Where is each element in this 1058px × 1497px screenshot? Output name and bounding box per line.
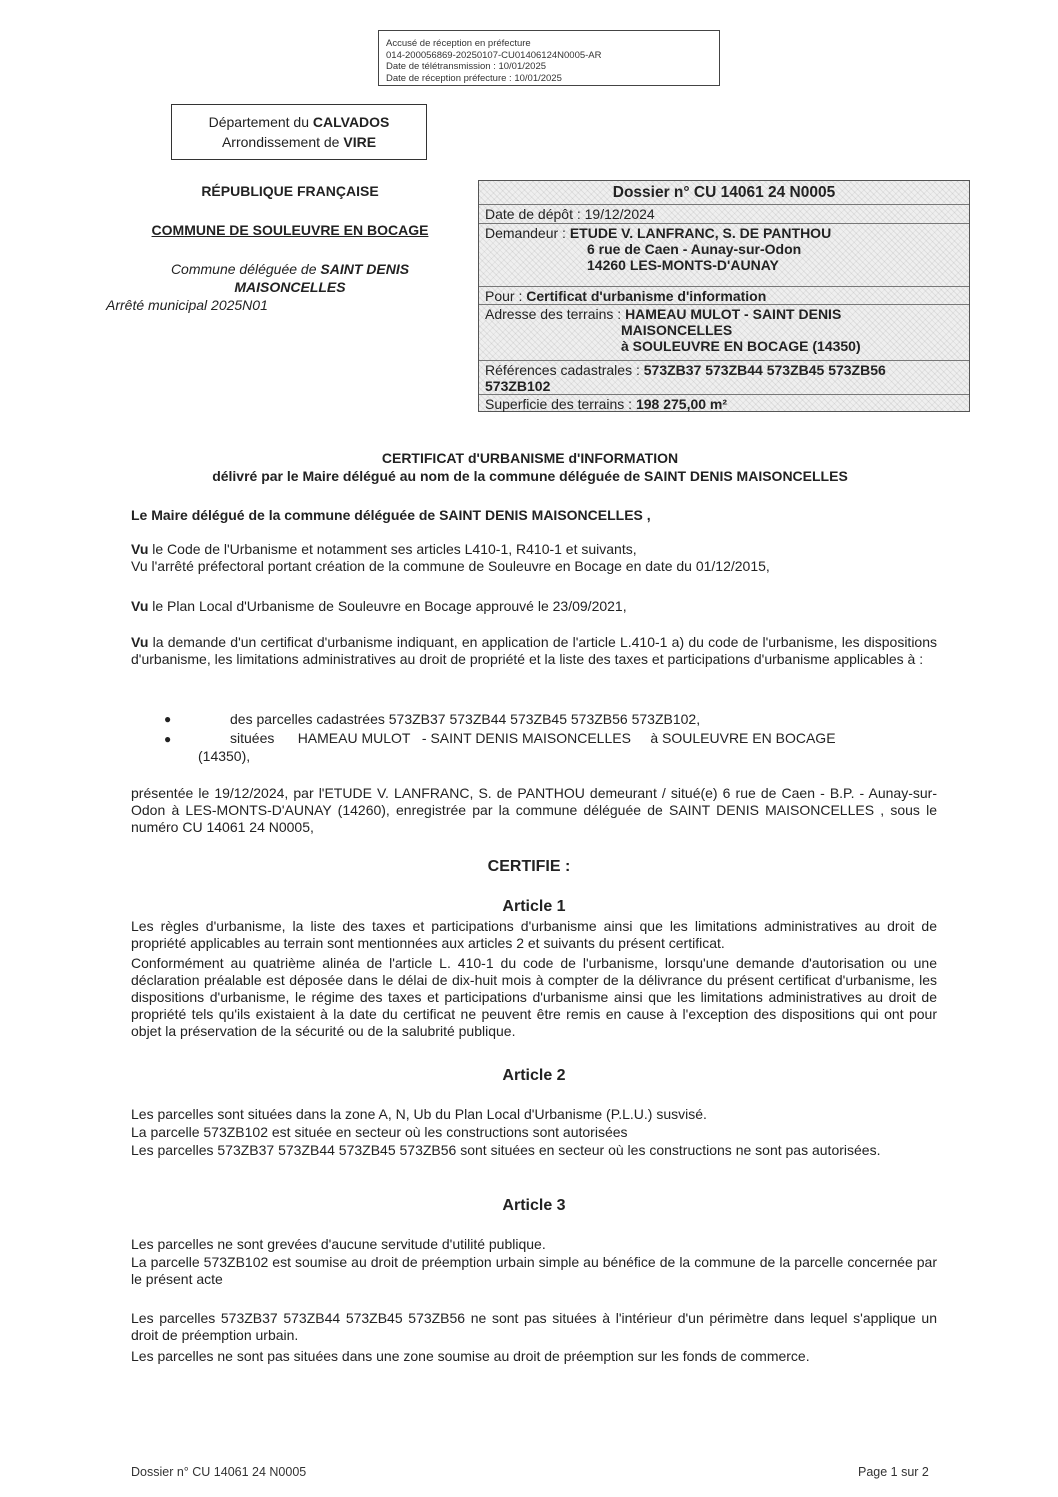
arrete-number: Arrêté municipal 2025N01	[106, 297, 268, 313]
certificate-title-line: CERTIFICAT d'URBANISME d'INFORMATION	[381, 450, 679, 466]
stamp-line: 014-200056869-20250107-CU01406124N0005-AR	[386, 49, 602, 61]
delegated-name-2: MAISONCELLES	[234, 279, 346, 295]
article-1-paragraph-2: Conformément au quatrième alinéa de l'article L. 410-1 du code de l'urbanisme, lorsqu'une demande d'autorisation ou une déclaration préalable est déposée dans le délai de dix-huit mois à compter de la délivrance du présent certificat d'urbanisme, les dispositions d'urbanisme, le régime des taxes et participations d'urbanisme ainsi que les limitations administratives au droit de propriété tels qu'ils existaient à la date du certificat ne peuvent être remis en cause à l'exception des dispositions qui ont pour objet la préservation de la sécurité ou de la salubrité publique.	[131, 955, 937, 1039]
article-3-line-2: La parcelle 573ZB102 est soumise au droit de préemption urbain simple au bénéfice de la commune de la parcelle concernée par le présent acte	[131, 1254, 937, 1287]
dossier-pour	[479, 287, 969, 305]
adresse-line: MAISONCELLES	[621, 322, 733, 338]
vu-text: le Code de l'Urbanisme et notamment ses articles L410-1, R410-1 et suivants,	[148, 541, 637, 557]
arrondissement-line	[172, 132, 426, 152]
article-2-title: Article 2	[502, 1067, 566, 1084]
vu-code-urbanisme	[131, 541, 637, 558]
pour-value: Certificat d'urbanisme d'information	[526, 288, 767, 304]
references-value: 573ZB37 573ZB44 573ZB45 573ZB56	[643, 362, 886, 378]
dossier-superficie	[479, 395, 969, 411]
presentee-paragraph: présentée le 19/12/2024, par l'ETUDE V. LANFRANC, S. de PANTHOU demeurant / situé(e) 6 rue de Caen - B.P. - Aunay-sur-Odon à LES-MONTS-D'AUNAY (14260), enregistrée par la commune déléguée de SAINT DENIS MAISONCELLES , sous le numéro CU 14061 24 N0005,	[131, 785, 937, 835]
department-prefix: Département du	[208, 114, 313, 130]
department-box	[171, 104, 427, 160]
certificate-subtitle: délivré par le Maire délégué au nom de la commune déléguée de SAINT DENIS MAISONCELLES	[212, 468, 848, 484]
bullet-icon: ●	[164, 732, 172, 746]
footer-dossier: Dossier n° CU 14061 24 N0005	[131, 1465, 307, 1479]
arrondissement-prefix: Arrondissement de	[221, 134, 344, 150]
vu-text: le Plan Local d'Urbanisme de Souleuvre en Bocage approuvé le 23/09/2021,	[148, 598, 627, 614]
superficie-value: 198 275,00 m²	[635, 396, 728, 412]
department-line	[172, 112, 426, 132]
article-3-line-1: Les parcelles ne sont grevées d'aucune servitude d'utilité publique.	[131, 1236, 546, 1252]
dossier-box	[478, 180, 970, 412]
demandeur-name: ETUDE V. LANFRANC, S. DE PANTHOU	[569, 225, 832, 241]
vu-arrete-prefectoral: Vu l'arrêté préfectoral portant création de la commune de Souleuvre en Bocage en date du 01/12/2015,	[131, 558, 770, 574]
vu-text: la demande d'un certificat d'urbanisme indiquant, en application de l'article L.410-1 a) du code de l'urbanisme, les dispositions d'urbanisme, les limitations administratives au droit de propriété et la liste des taxes et participations d'urbanisme applicables à :	[131, 634, 937, 667]
certificate-title	[60, 449, 1000, 485]
delegated-commune	[130, 260, 450, 296]
stamp-line: Accusé de réception en préfecture	[386, 38, 531, 49]
dossier-adresse	[479, 305, 969, 361]
dossier-title: Dossier n° CU 14061 24 N0005	[479, 181, 969, 205]
article-1-title: Article 1	[502, 898, 566, 915]
dossier-references	[479, 361, 969, 395]
certifie-heading: CERTIFIE :	[487, 858, 571, 875]
article-3-line-4: Les parcelles ne sont pas situées dans une zone soumise au droit de préemption sur les fonds de commerce.	[131, 1348, 810, 1364]
bullet-situees-cont: (14350),	[198, 748, 251, 764]
references-value: 573ZB102	[485, 378, 551, 394]
pour-label: Pour :	[485, 288, 527, 304]
delegated-name: SAINT DENIS	[320, 261, 410, 277]
commune-heading: COMMUNE DE SOULEUVRE EN BOCAGE	[151, 222, 429, 238]
superficie-label: Superficie des terrains :	[485, 396, 636, 412]
vu-keyword: Vu	[131, 541, 149, 557]
republic-heading: RÉPUBLIQUE FRANÇAISE	[201, 183, 379, 199]
article-1-paragraph-1: Les règles d'urbanisme, la liste des taxes et participations d'urbanisme ainsi que les limitations administratives au droit de propriété applicables au terrain sont mentionnées aux articles 2 et suivants du présent certificat.	[131, 918, 937, 951]
vu-demande	[131, 634, 937, 668]
bullet-parcelles: des parcelles cadastrées 573ZB37 573ZB44 573ZB45 573ZB56 573ZB102,	[230, 711, 701, 727]
vu-keyword: Vu	[131, 634, 149, 650]
article-3-title: Article 3	[502, 1197, 566, 1214]
adresse-label: Adresse des terrains :	[485, 306, 626, 322]
adresse-line: HAMEAU MULOT - SAINT DENIS	[625, 306, 842, 322]
article-2-line-2: La parcelle 573ZB102 est située en secteur où les constructions sont autorisées	[131, 1124, 628, 1140]
department-name: CALVADOS	[312, 114, 390, 130]
vu-keyword: Vu	[131, 598, 149, 614]
article-3-line-3: Les parcelles 573ZB37 573ZB44 573ZB45 573ZB56 ne sont pas situées à l'intérieur d'un périmètre dans lequel s'applique un droit de préemption urbain.	[131, 1310, 937, 1343]
vu-plu	[131, 598, 627, 615]
stamp-line: Date de réception préfecture : 10/01/2025	[386, 72, 562, 84]
stamp-line: Date de télétransmission : 10/01/2025	[386, 61, 547, 72]
bullet-situees: situées HAMEAU MULOT - SAINT DENIS MAISONCELLES à SOULEUVRE EN BOCAGE	[230, 730, 836, 746]
footer-page-number: Page 1 sur 2	[858, 1465, 929, 1479]
demandeur-city: 14260 LES-MONTS-D'AUNAY	[587, 257, 779, 273]
arrondissement-name: VIRE	[343, 134, 377, 150]
demandeur-address: 6 rue de Caen - Aunay-sur-Odon	[587, 241, 802, 257]
dossier-demandeur	[479, 224, 969, 287]
delegated-prefix: Commune déléguée de	[170, 261, 321, 277]
dossier-date: Date de dépôt : 19/12/2024	[479, 205, 969, 224]
demandeur-label: Demandeur :	[485, 225, 570, 241]
bullet-icon: ●	[164, 712, 172, 726]
article-2-line-1: Les parcelles sont situées dans la zone A, N, Ub du Plan Local d'Urbanisme (P.L.U.) susvisé.	[131, 1106, 707, 1122]
adresse-line: à SOULEUVRE EN BOCAGE (14350)	[621, 338, 861, 354]
article-2-line-3: Les parcelles 573ZB37 573ZB44 573ZB45 573ZB56 sont situées en secteur où les constructions ne sont pas autorisées.	[131, 1142, 881, 1158]
reception-stamp	[378, 30, 720, 86]
references-label: Références cadastrales :	[485, 362, 644, 378]
maire-heading: Le Maire délégué de la commune déléguée de SAINT DENIS MAISONCELLES ,	[131, 507, 651, 523]
